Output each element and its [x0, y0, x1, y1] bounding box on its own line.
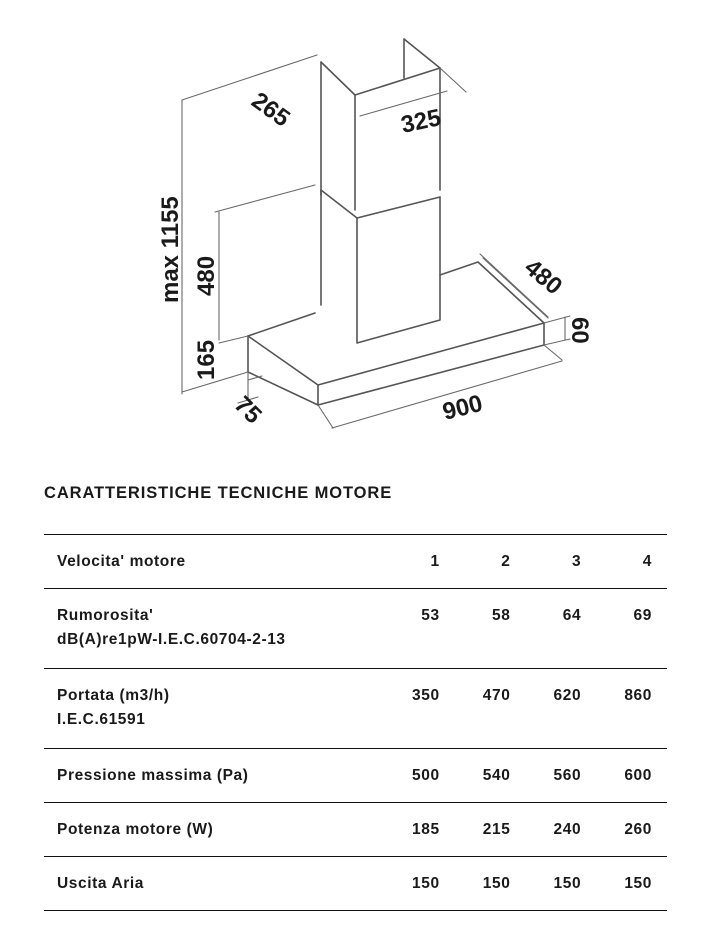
table-cell: 150	[581, 857, 667, 911]
table-cell: 150	[440, 857, 511, 911]
table-cell: 150	[369, 857, 440, 911]
table-cell: 860	[581, 669, 667, 749]
row-label: Pressione massima (Pa)	[44, 749, 369, 803]
dimension-labels	[157, 87, 593, 429]
table-cell: 215	[440, 803, 511, 857]
hood-outline	[248, 39, 544, 405]
dim-label-265: 265	[246, 87, 295, 133]
table-row	[44, 857, 667, 911]
dim-label-max-1155: max 1155	[157, 196, 184, 303]
dim-label-480-depth: 480	[519, 253, 568, 301]
table-cell: 560	[510, 749, 581, 803]
table-cell: 4	[581, 535, 667, 589]
section-title: CARATTERISTICHE TECNICHE MOTORE	[44, 484, 393, 502]
dim-label-900: 900	[439, 389, 486, 426]
row-label-main: Portata (m3/h)	[57, 687, 170, 704]
table-cell: 240	[510, 803, 581, 857]
table-cell: 600	[581, 749, 667, 803]
table-cell: 350	[369, 669, 440, 749]
dim-label-75: 75	[228, 391, 267, 430]
table-cell: 53	[369, 589, 440, 669]
table-row	[44, 749, 667, 803]
table-cell: 540	[440, 749, 511, 803]
row-label-main: Rumorosita'	[57, 607, 154, 624]
table-cell: 470	[440, 669, 511, 749]
table-cell: 3	[510, 535, 581, 589]
dim-label-325: 325	[398, 104, 444, 139]
row-label: Potenza motore (W)	[44, 803, 369, 857]
dimension-lines	[182, 55, 570, 428]
row-label: Velocita' motore	[44, 535, 369, 589]
table-cell: 150	[510, 857, 581, 911]
row-label: Uscita Aria	[44, 857, 369, 911]
dim-label-480-vertical: 480	[193, 255, 220, 296]
row-label-sub: dB(A)re1pW-I.E.C.60704-2-13	[57, 631, 286, 648]
table-cell: 185	[369, 803, 440, 857]
table-cell: 1	[369, 535, 440, 589]
dim-label-60: 60	[566, 317, 593, 344]
row-label-sub: I.E.C.61591	[57, 711, 146, 728]
table-row	[44, 669, 667, 749]
motor-specs-table	[44, 534, 667, 911]
table-cell: 58	[440, 589, 511, 669]
table-cell: 260	[581, 803, 667, 857]
row-label	[44, 589, 369, 669]
dim-label-165: 165	[193, 339, 220, 380]
table-cell: 620	[510, 669, 581, 749]
table-row	[44, 535, 667, 589]
table-row	[44, 803, 667, 857]
table-cell: 64	[510, 589, 581, 669]
table-row	[44, 589, 667, 669]
row-label	[44, 669, 369, 749]
table-cell: 69	[581, 589, 667, 669]
table-cell: 2	[440, 535, 511, 589]
table-cell: 500	[369, 749, 440, 803]
